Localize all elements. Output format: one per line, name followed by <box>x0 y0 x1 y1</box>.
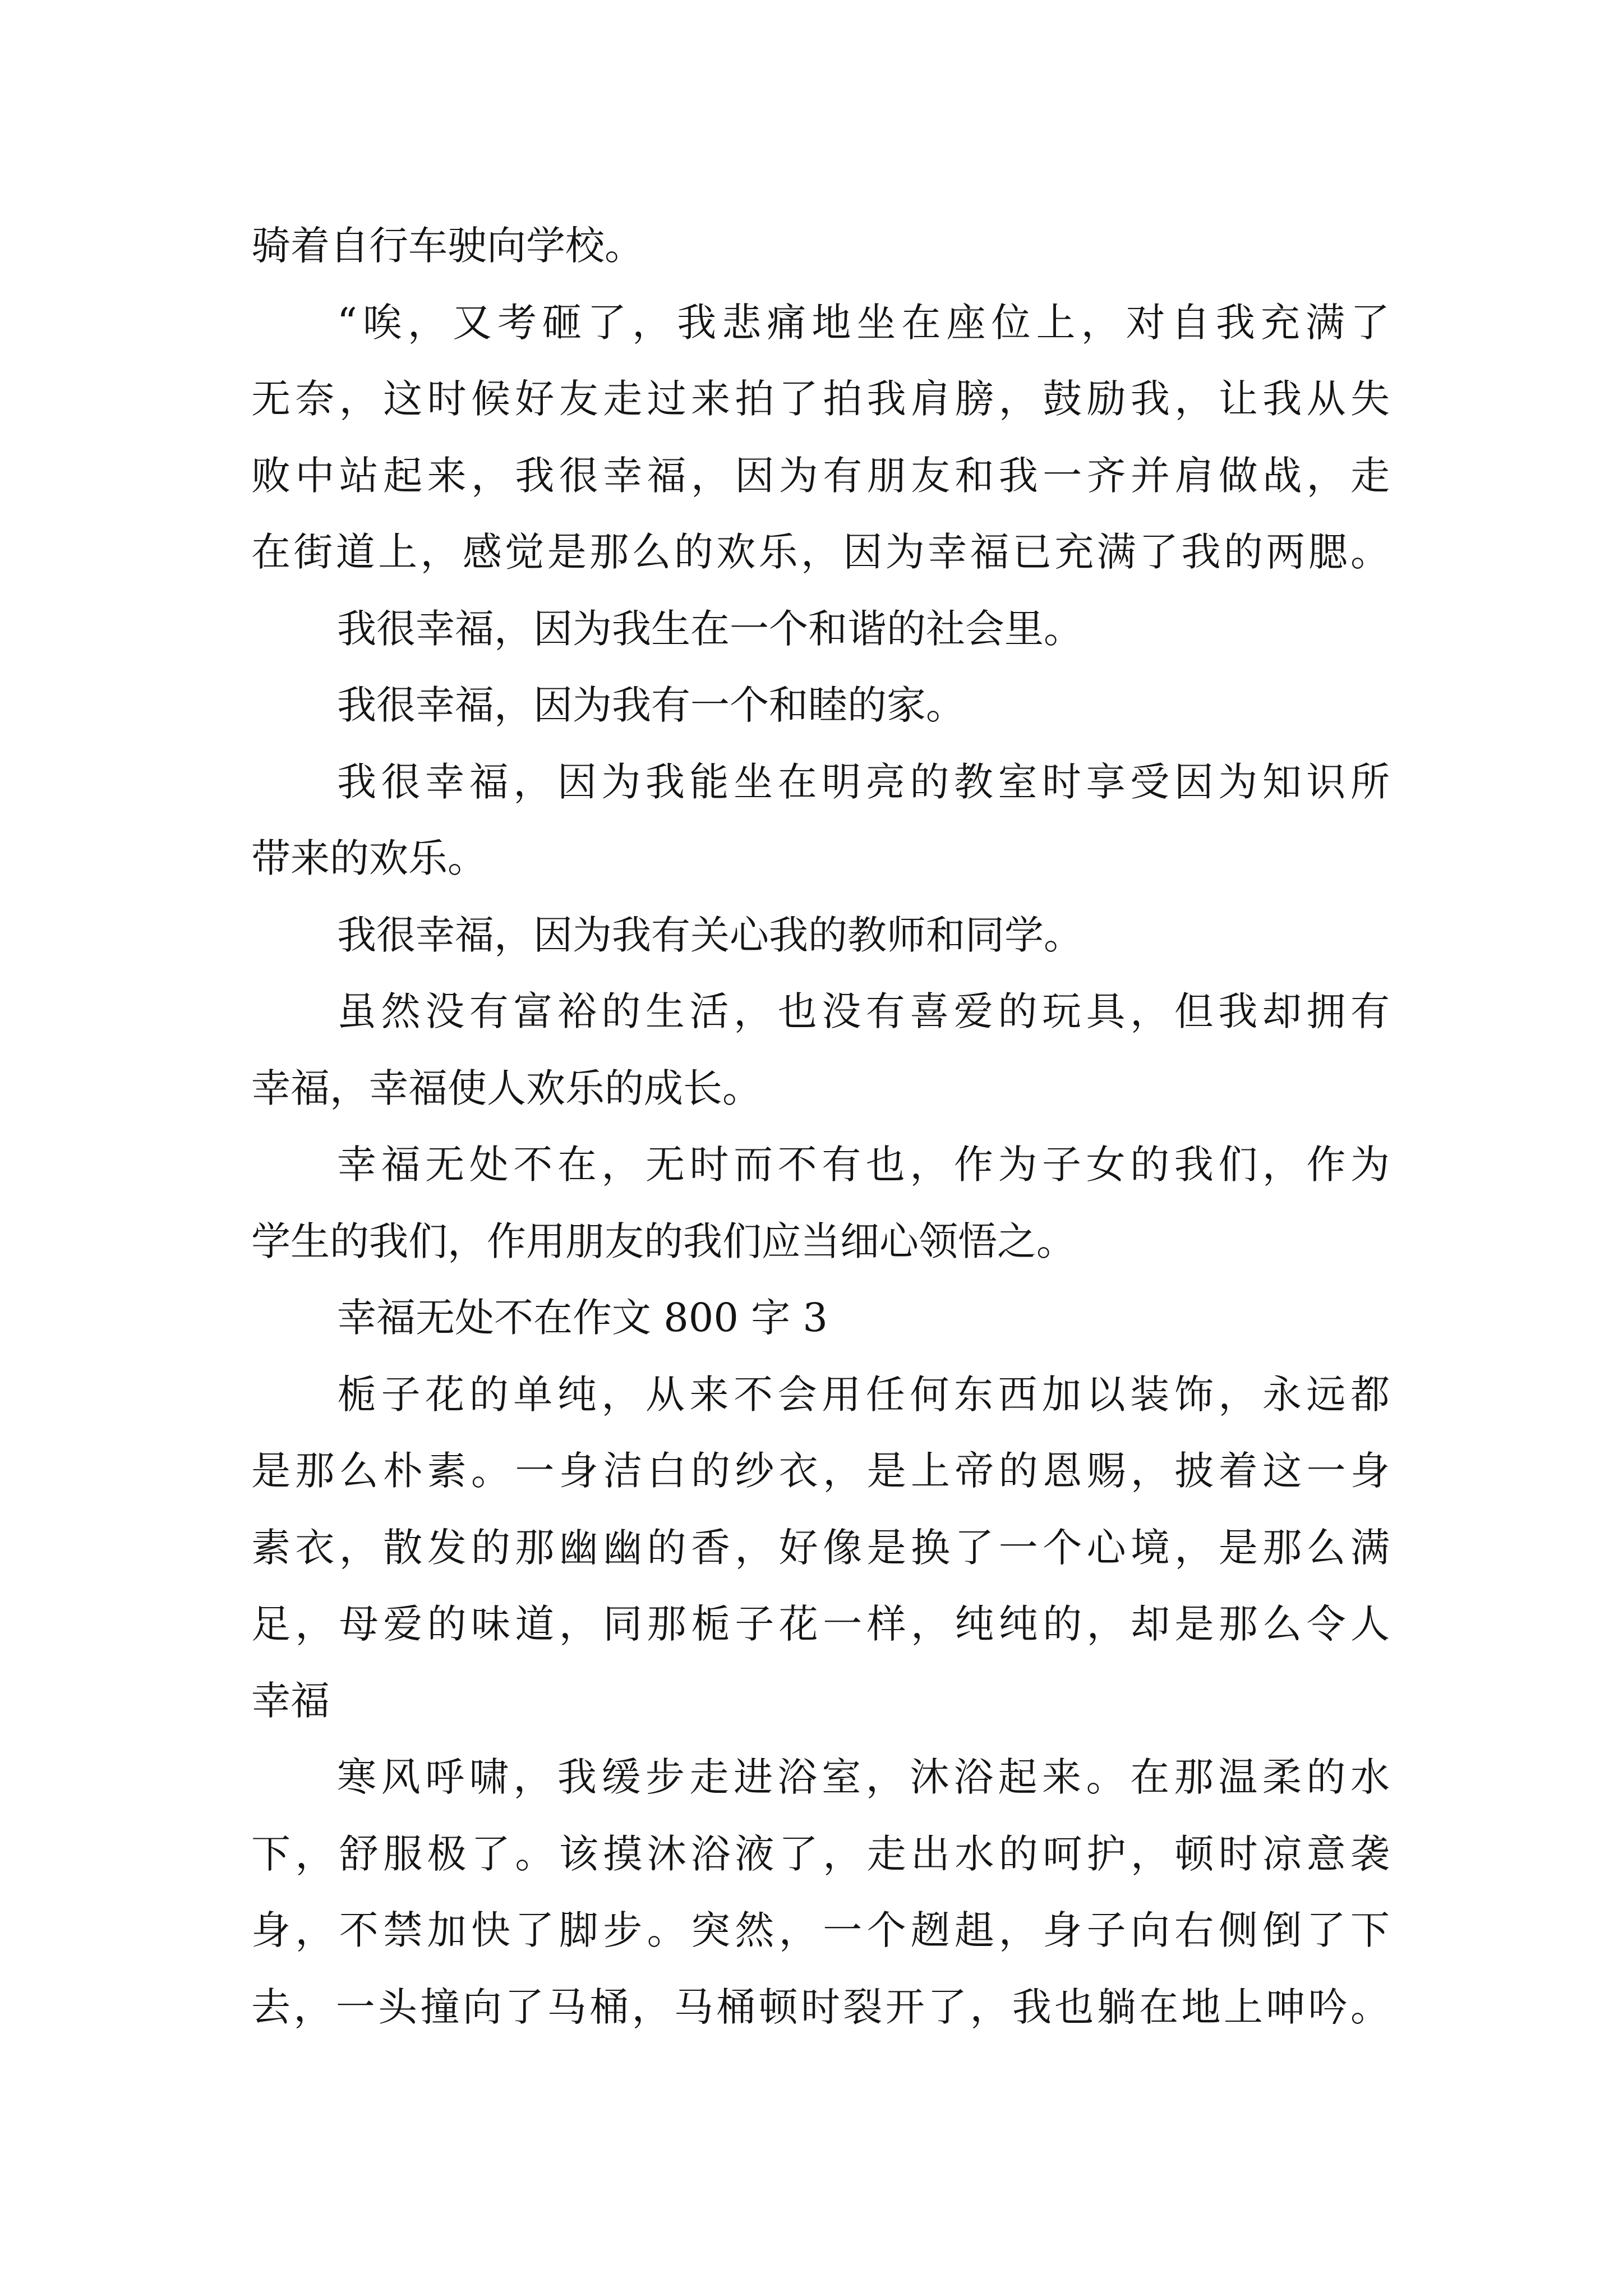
text-line: 素衣，散发的那幽幽的香，好像是换了一个心境，是那么满 <box>251 1525 1390 1571</box>
text-line: 带来的欢乐。 <box>251 835 487 881</box>
paragraph-first-line: 我很幸福，因为我有一个和睦的家。 <box>337 682 965 728</box>
paragraph-first-line: 寒风呼啸，我缓步走进浴室，沐浴起来。在那温柔的水 <box>337 1754 1390 1800</box>
text-line: 身，不禁加快了脚步。突然，一个趔趄，身子向右侧倒了下 <box>251 1907 1390 1953</box>
text-line: 败中站起来，我很幸福，因为有朋友和我一齐并肩做战，走 <box>251 453 1390 499</box>
paragraph-first-line: 幸福无处不在，无时而不有也，作为子女的我们，作为 <box>337 1142 1390 1188</box>
paragraph-first-line: 栀子花的单纯，从来不会用任何东西加以装饰，永远都 <box>337 1372 1390 1418</box>
text-line: 下，舒服极了。该摸沐浴液了，走出水的呵护，顿时凉意袭 <box>251 1831 1390 1877</box>
paragraph-first-line: 我很幸福，因为我生在一个和谐的社会里。 <box>337 606 1083 652</box>
text-line: 幸福 <box>251 1678 330 1724</box>
text-line: 在街道上，感觉是那么的欢乐，因为幸福已充满了我的两腮。 <box>251 529 1390 575</box>
section-heading: 幸福无处不在作文 800 字 3 <box>337 1295 828 1341</box>
paragraph-first-line: 我很幸福，因为我有关心我的教师和同学。 <box>337 912 1083 958</box>
text-line: 去，一头撞向了马桶，马桶顿时裂开了，我也躺在地上呻吟。 <box>251 1984 1390 2030</box>
paragraph-first-line: “唉，又考砸了，我悲痛地坐在座位上，对自我充满了 <box>337 300 1390 346</box>
text-line: 是那么朴素。一身洁白的纱衣，是上帝的恩赐，披着这一身 <box>251 1448 1390 1494</box>
text-line: 幸福，幸福使人欢乐的成长。 <box>251 1065 762 1111</box>
paragraph-first-line: 虽然没有富裕的生活，也没有喜爱的玩具，但我却拥有 <box>337 988 1390 1034</box>
text-line: 足，母爱的味道，同那栀子花一样，纯纯的，却是那么令人 <box>251 1601 1390 1647</box>
text-line: 骑着自行车驶向学校。 <box>251 223 644 269</box>
text-line: 无奈，这时候好友走过来拍了拍我肩膀，鼓励我，让我从失 <box>251 376 1390 422</box>
paragraph-first-line: 我很幸福，因为我能坐在明亮的教室时享受因为知识所 <box>337 759 1390 805</box>
text-line: 学生的我们，作用朋友的我们应当细心领悟之。 <box>251 1218 1076 1264</box>
